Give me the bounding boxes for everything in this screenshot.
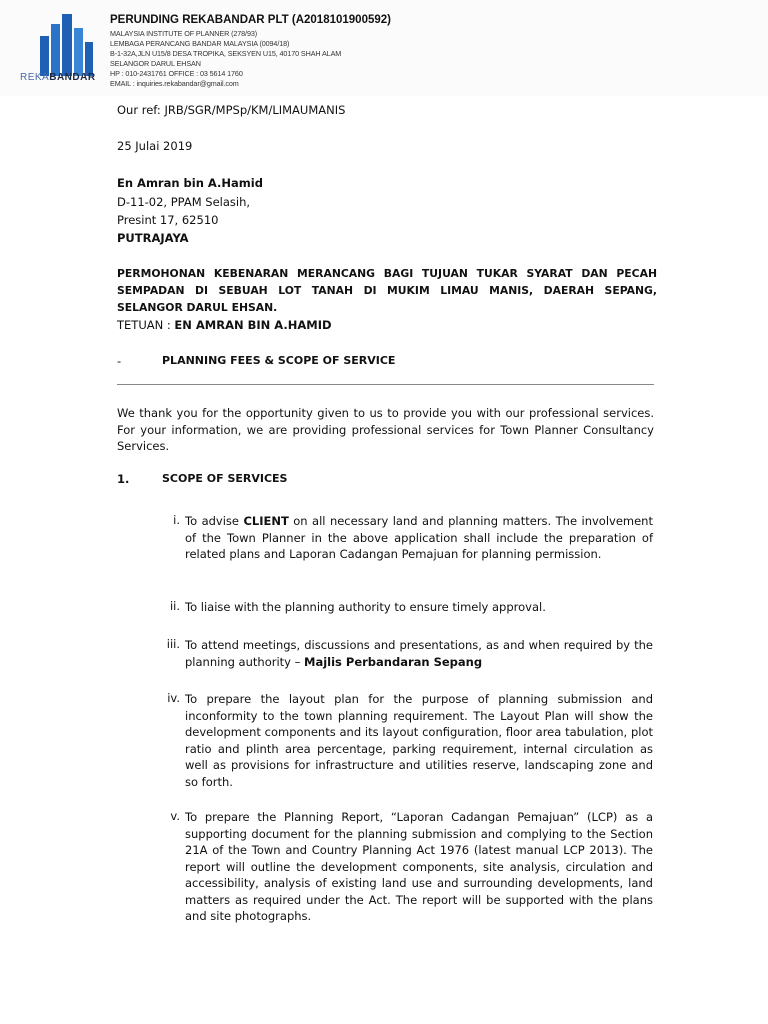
item-numeral: iv. <box>167 691 180 705</box>
scope-number: 1. <box>117 472 130 486</box>
letterhead <box>0 0 768 96</box>
section-title: PLANNING FEES & SCOPE OF SERVICE <box>162 354 396 367</box>
logo-bar-5 <box>85 42 93 76</box>
address-line-3: PUTRAJAYA <box>117 231 189 245</box>
logo-bar-2 <box>51 24 60 76</box>
item-numeral: v. <box>170 809 180 823</box>
scope-title: SCOPE OF SERVICES <box>162 472 288 485</box>
header-line-address: B-1-32A,JLN U15/8 DESA TROPIKA, SEKSYEN U15, 40170 SHAH ALAM <box>110 49 342 58</box>
scope-item: To attend meetings, discussions and presentations, as and when required by the planning authority – Majlis Perbandaran Sepang <box>185 638 653 669</box>
logo-bar-4 <box>74 28 83 76</box>
recipient-name: En Amran bin A.Hamid <box>117 176 263 190</box>
header-line-email: EMAIL : inquiries.rekabandar@gmail.com <box>110 79 239 88</box>
scope-item: To liaise with the planning authority to ensure timely approval. <box>185 600 546 614</box>
address-line-2: Presint 17, 62510 <box>117 213 219 227</box>
logo-bar-3 <box>62 14 72 76</box>
scope-item: To prepare the Planning Report, “Laporan Cadangan Pemajuan” (LCP) as a supporting document for the planning submission and complying to the Section 21A of the Town and Country Planning Act 1976 (latest manual LCP 2013). The report will outline the development components, site analysis, circulation and accessibility, analysis of existing land use and surrounding developments, land matters as required under the Act. The report will be supported with the plans and site photographs. <box>185 810 653 923</box>
address-line-1: D-11-02, PPAM Selasih, <box>117 195 251 209</box>
company-name: PERUNDING REKABANDAR PLT (A2018101900592) <box>110 14 391 26</box>
tetuan-line: TETUAN : EN AMRAN BIN A.HAMID <box>117 318 332 332</box>
divider <box>117 384 654 385</box>
item-numeral: i. <box>173 513 180 527</box>
intro-paragraph: We thank you for the opportunity given to us to provide you with our professional services. For your information, we are providing professional services for Town Planner Consultancy Services. <box>117 406 654 453</box>
scope-item: To advise CLIENT on all necessary land and planning matters. The involvement of the Town Planner in the above application shall include the preparation of related plans and Laporan Cadangan Pemajuan for planning permission. <box>185 514 653 561</box>
letter-date: 25 Julai 2019 <box>117 139 193 153</box>
scope-item: To prepare the layout plan for the purpose of planning submission and inconformity to the town planning requirement. The Layout Plan will show the development components and its layout configuration, floor area tabulation, plot ratio and plinth area percentage, parking requirement, internal circulation as well as provisions for infrastructure and utilities reserve, landscaping zone and so forth. <box>185 692 653 789</box>
item-numeral: iii. <box>166 637 180 651</box>
subject-heading: PERMOHONAN KEBENARAN MERANCANG BAGI TUJUAN TUKAR SYARAT DAN PECAH SEMPADAN DI SEBUAH LOT TANAH DI MUKIM LIMAU MANIS, DAERAH SEPANG, SELANGOR DARUL EHSAN. <box>117 267 657 314</box>
header-line-phone: HP : 010-2431761 OFFICE : 03 5614 1760 <box>110 69 243 78</box>
header-line-state: SELANGOR DARUL EHSAN <box>110 59 201 68</box>
logo-bar-1 <box>40 36 49 76</box>
header-line-lembaga: LEMBAGA PERANCANG BANDAR MALAYSIA (0094/18) <box>110 39 290 48</box>
our-ref: Our ref: JRB/SGR/MPSp/KM/LIMAUMANIS <box>117 103 346 117</box>
item-numeral: ii. <box>169 599 180 613</box>
logo-wordmark: REKABANDAR <box>20 72 96 83</box>
section-dash: - <box>117 354 122 368</box>
header-line-institute: MALAYSIA INSTITUTE OF PLANNER (278/93) <box>110 29 258 38</box>
